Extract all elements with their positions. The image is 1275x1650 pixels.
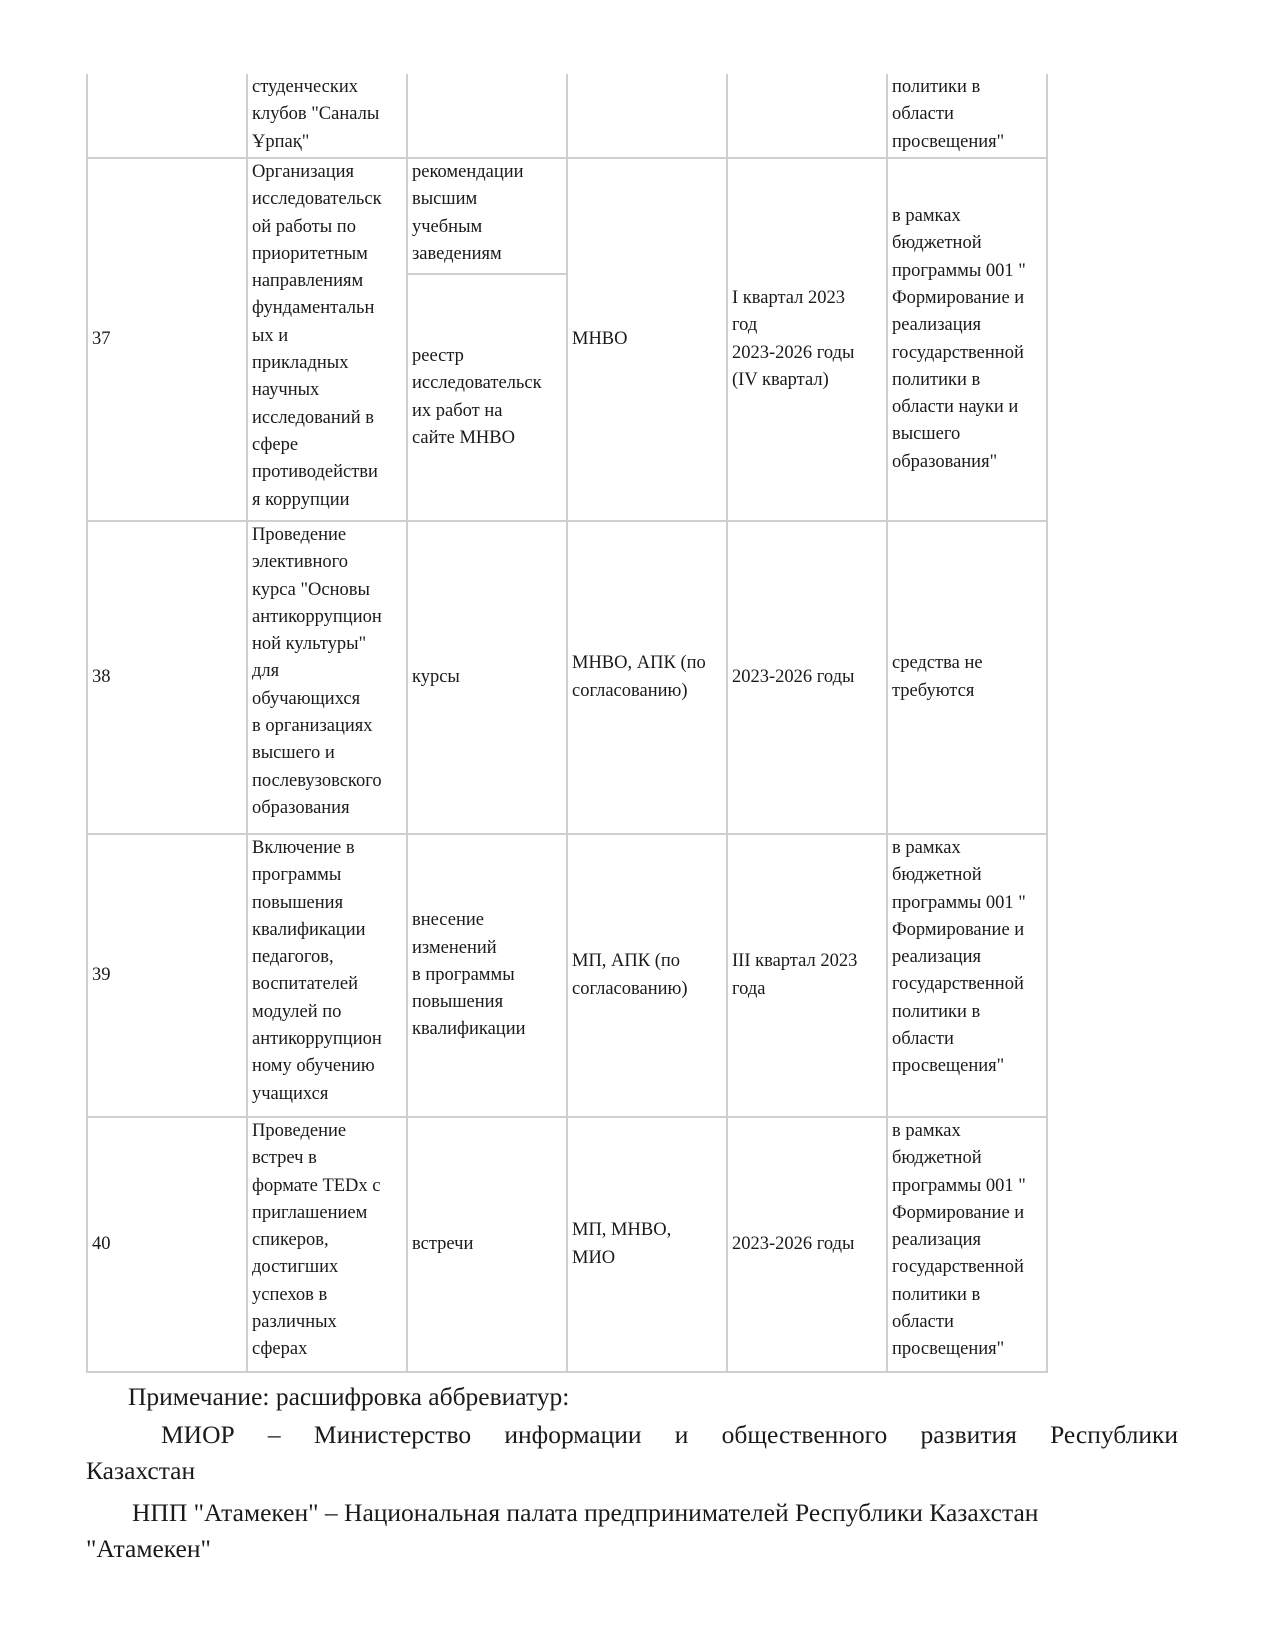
cell-funding — [887, 74, 1047, 158]
cell-funding — [887, 158, 1047, 521]
activity-text: Проведение элективного курса "Основы антикоррупцион ной культуры" для обучающихся в организациях высшего и послевузовского образования — [252, 525, 382, 818]
activity-text: Организация исследовательск ой работы по приоритетным направлениям фундаментальн ых и прикладных научных исследований в сфере противодействи я коррупции — [252, 162, 382, 510]
deadline-text: III квартал 2023 года — [732, 951, 858, 999]
form-text: курсы — [412, 666, 460, 687]
cell-responsible — [567, 834, 727, 1117]
cell-form-b — [407, 274, 567, 521]
funding-text: в рамках бюджетной программы 001 " Формирование и реализация государственной политики в области науки и высшего образования" — [892, 206, 1026, 472]
activity-text: Проведение встреч в формате TEDx с приглашением спикеров, достигших успехов в различных сферах — [252, 1121, 381, 1360]
funding-text: в рамках бюджетной программы 001 " Формирование и реализация государственной политики в области просвещения" — [892, 1121, 1026, 1360]
cell-activity — [247, 521, 407, 834]
funding-text: в рамках бюджетной программы 001 " Формирование и реализация государственной политики в области просвещения" — [892, 838, 1026, 1077]
note-mior-line2: Казахстан — [86, 1456, 196, 1485]
responsible-text: МП, АПК (по согласованию) — [572, 951, 688, 999]
row-number: 40 — [92, 1233, 111, 1254]
cell-responsible — [567, 1117, 727, 1372]
responsible-text: МНВО, АПК (по согласованию) — [572, 653, 706, 701]
deadline-text: 2023-2026 годы — [732, 666, 855, 687]
cell-deadline — [727, 74, 887, 158]
funding-text: политики в области просвещения" — [892, 77, 1005, 152]
form-text: рекомендации высшим учебным заведениям — [412, 162, 524, 264]
cell-responsible — [567, 158, 727, 521]
activity-text: студенческих клубов "Саналы Ұрпақ" — [252, 77, 380, 152]
note-mior-line1: МИОР – Министерство информации и общественного развития Республики — [161, 1420, 1178, 1449]
cell-num — [87, 521, 247, 834]
cell-num — [87, 1117, 247, 1372]
deadline-text: 2023-2026 годы — [732, 1233, 855, 1254]
cell-form — [407, 74, 567, 158]
cell-deadline — [727, 158, 887, 521]
table-row-continued — [87, 74, 1047, 158]
cell-responsible — [567, 521, 727, 834]
notes-heading-text: Примечание: расшифровка аббревиатур: — [128, 1382, 570, 1411]
row-number: 38 — [92, 666, 111, 687]
note-npp-line2: "Атамекен" — [86, 1534, 211, 1563]
cell-num — [87, 834, 247, 1117]
cell-activity — [247, 74, 407, 158]
note-mior — [86, 1417, 1178, 1453]
funding-text: средства не требуются — [892, 653, 983, 701]
table-row-38 — [87, 521, 1047, 834]
cell-responsible — [567, 74, 727, 158]
cell-deadline — [727, 1117, 887, 1372]
cell-deadline — [727, 521, 887, 834]
table-row-39 — [87, 834, 1047, 1117]
cell-funding — [887, 521, 1047, 834]
action-plan-table — [86, 74, 1048, 1373]
note-npp-cont — [86, 1531, 1178, 1567]
cell-form — [407, 1117, 567, 1372]
cell-form — [407, 834, 567, 1117]
responsible-text: МНВО — [572, 328, 628, 349]
note-npp — [86, 1495, 1178, 1531]
cell-funding — [887, 834, 1047, 1117]
table-row-37 — [87, 158, 1047, 274]
cell-activity — [247, 834, 407, 1117]
note-mior-cont — [86, 1453, 1178, 1489]
form-text: внесение изменений в программы повышения квалификации — [412, 910, 526, 1040]
cell-deadline — [727, 834, 887, 1117]
note-npp-line1: НПП "Атамекен" – Национальная палата предпринимателей Республики Казахстан — [132, 1498, 1039, 1527]
form-text: встречи — [412, 1233, 474, 1254]
cell-funding — [887, 1117, 1047, 1372]
row-number: 37 — [92, 328, 111, 349]
activity-text: Включение в программы повышения квалификации педагогов, воспитателей модулей по антикоррупцион ному обучению учащихся — [252, 838, 382, 1104]
notes-heading — [128, 1379, 1178, 1415]
row-number: 39 — [92, 964, 111, 985]
cell-activity — [247, 1117, 407, 1372]
cell-activity — [247, 158, 407, 521]
form-text: реестр исследовательск их работ на сайте МНВО — [412, 345, 542, 448]
cell-form — [407, 521, 567, 834]
cell-num — [87, 158, 247, 521]
cell-form-a — [407, 158, 567, 274]
responsible-text: МП, МНВО, МИО — [572, 1220, 672, 1268]
deadline-text: I квартал 2023 год 2023-2026 годы (IV квартал) — [732, 287, 855, 390]
cell-num — [87, 74, 247, 158]
table-row-40 — [87, 1117, 1047, 1372]
